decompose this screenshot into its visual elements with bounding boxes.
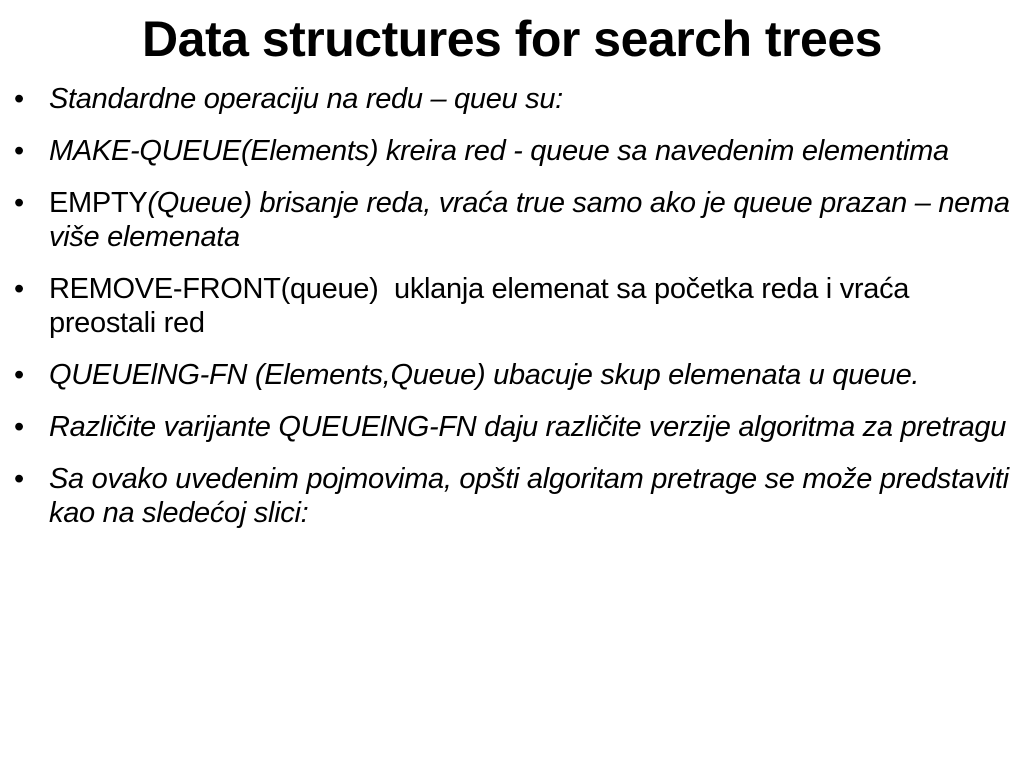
bullet-prefix: EMPTY <box>49 187 148 219</box>
bullet-text: Standardne operaciju na redu – queu su: <box>49 83 563 115</box>
bullet-text: Sa ovako uvedenim pojmovima, opšti algoritam pretrage se može predstaviti kao na sledećoj slici: <box>49 463 1009 529</box>
bullet-item <box>14 186 1010 254</box>
bullet-text: (Queue) brisanje reda, vraća true samo ako je queue prazan – nema više elemenata <box>49 187 1010 253</box>
bullet-text: QUEUElNG-FN (Elements,Queue) ubacuje skup elemenata u queue. <box>49 359 920 391</box>
bullet-item <box>14 134 1010 168</box>
bullet-item <box>14 410 1010 444</box>
bullet-text: REMOVE-FRONT(queue) uklanja elemenat sa početka reda i vraća preostali red <box>49 273 917 339</box>
bullet-item <box>14 358 1010 392</box>
bullet-list <box>14 82 1010 548</box>
slide-title: Data structures for search trees <box>142 11 882 67</box>
bullet-text: MAKE-QUEUE(Elements) kreira red - queue sa navedenim elementima <box>49 135 949 167</box>
bullet-item <box>14 272 1010 340</box>
bullet-text: Različite varijante QUEUElNG-FN daju različite verzije algoritma za pretragu <box>49 411 1007 443</box>
bullet-item <box>14 462 1010 530</box>
bullet-item <box>14 82 1010 116</box>
